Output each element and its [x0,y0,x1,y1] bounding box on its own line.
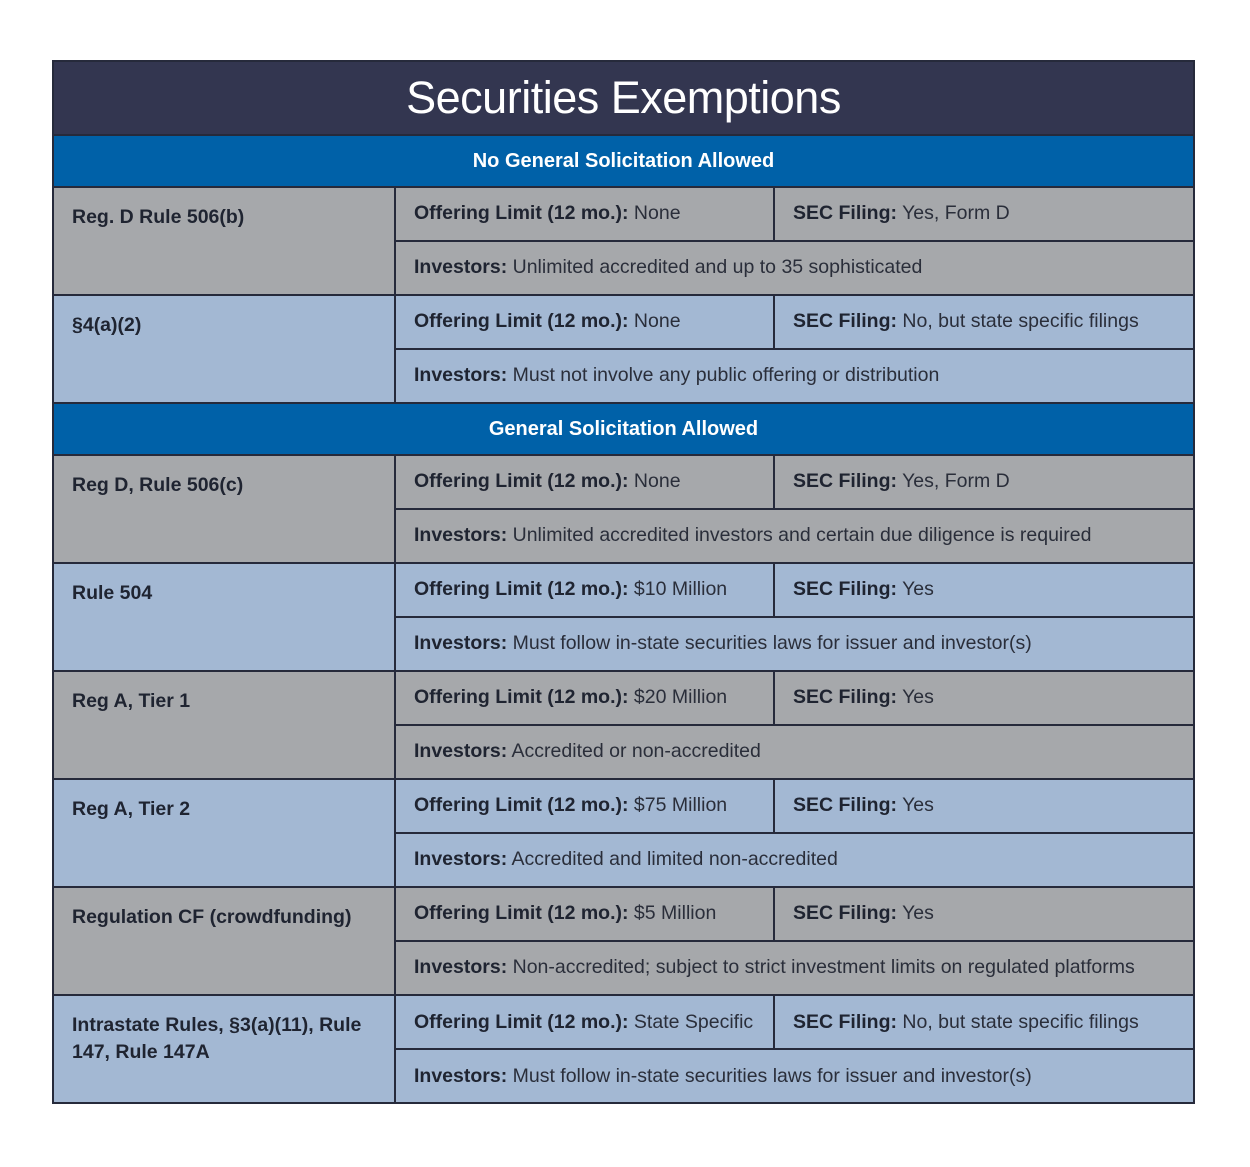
investors-cell [396,1048,1193,1102]
exemption-name: Reg D, Rule 506(c) [54,456,396,562]
offering-limit-value: $75 Million [633,794,728,816]
table-title: Securities Exemptions [54,62,1193,134]
exemption-name: Reg. D Rule 506(b) [54,188,396,294]
sec-filing-value: Yes [902,686,934,708]
table-row [54,778,1193,886]
investors-value: Non-accredited; subject to strict investment limits on regulated platforms [512,956,1135,978]
investors-value: Accredited or non-accredited [511,740,761,762]
investors-label: Investors: [414,1065,508,1087]
sec-filing-label: SEC Filing: [793,794,897,816]
offering-limit-value: None [633,202,681,224]
investors-value: Must follow in-state securities laws for issuer and investor(s) [512,1065,1032,1087]
sec-filing-label: SEC Filing: [793,902,897,924]
offering-limit-cell [396,564,775,616]
sec-filing-cell [775,188,1193,240]
investors-label: Investors: [414,524,508,546]
table-row [54,994,1193,1102]
investors-value: Unlimited accredited investors and certain due diligence is required [512,524,1092,546]
sec-filing-cell [775,780,1193,832]
investors-value: Must follow in-state securities laws for issuer and investor(s) [512,632,1032,654]
offering-limit-value: None [633,310,681,332]
sec-filing-value: Yes [902,794,934,816]
table-row [54,562,1193,670]
offering-limit-cell [396,996,775,1048]
offering-limit-label: Offering Limit (12 mo.): [414,578,629,600]
exemption-name: Rule 504 [54,564,396,670]
investors-label: Investors: [414,848,508,870]
investors-cell [396,940,1193,994]
table-row [54,454,1193,562]
exemption-name: Reg A, Tier 1 [54,672,396,778]
offering-limit-cell [396,188,775,240]
offering-limit-cell [396,456,775,508]
investors-label: Investors: [414,740,508,762]
sec-filing-label: SEC Filing: [793,470,897,492]
investors-cell [396,616,1193,670]
offering-limit-value: $20 Million [633,686,728,708]
investors-value: Must not involve any public offering or distribution [512,364,940,386]
investors-value: Accredited and limited non-accredited [511,848,838,870]
offering-limit-cell [396,672,775,724]
offering-limit-value: $10 Million [633,578,728,600]
offering-limit-label: Offering Limit (12 mo.): [414,1011,629,1033]
investors-label: Investors: [414,956,508,978]
sec-filing-label: SEC Filing: [793,310,897,332]
sec-filing-cell [775,672,1193,724]
sec-filing-value: No, but state specific filings [902,1011,1139,1033]
exemption-name: Intrastate Rules, §3(a)(11), Rule 147, Rule 147A [54,996,396,1102]
exemption-name: Regulation CF (crowdfunding) [54,888,396,994]
exemption-name: §4(a)(2) [54,296,396,402]
offering-limit-label: Offering Limit (12 mo.): [414,794,629,816]
investors-cell [396,348,1193,402]
offering-limit-label: Offering Limit (12 mo.): [414,202,629,224]
table-row [54,294,1193,402]
investors-cell [396,724,1193,778]
sec-filing-value: No, but state specific filings [902,310,1139,332]
offering-limit-label: Offering Limit (12 mo.): [414,310,629,332]
sec-filing-label: SEC Filing: [793,578,897,600]
sec-filing-value: Yes, Form D [902,470,1010,492]
table-row [54,186,1193,294]
offering-limit-value: None [633,470,681,492]
table-row [54,670,1193,778]
offering-limit-label: Offering Limit (12 mo.): [414,686,629,708]
sec-filing-cell [775,888,1193,940]
sec-filing-value: Yes [902,902,934,924]
investors-label: Investors: [414,632,508,654]
investors-cell [396,508,1193,562]
sec-filing-cell [775,564,1193,616]
section-heading-general-solicitation: General Solicitation Allowed [54,402,1193,454]
investors-cell [396,240,1193,294]
section-heading-no-general-solicitation: No General Solicitation Allowed [54,134,1193,186]
offering-limit-value: $5 Million [633,902,717,924]
investors-cell [396,832,1193,886]
sec-filing-label: SEC Filing: [793,1011,897,1033]
table-row [54,886,1193,994]
offering-limit-label: Offering Limit (12 mo.): [414,470,629,492]
offering-limit-cell [396,780,775,832]
investors-value: Unlimited accredited and up to 35 sophisticated [512,256,923,278]
sec-filing-label: SEC Filing: [793,202,897,224]
offering-limit-cell [396,296,775,348]
sec-filing-cell [775,456,1193,508]
investors-label: Investors: [414,256,508,278]
offering-limit-value: State Specific [633,1011,754,1033]
investors-label: Investors: [414,364,508,386]
sec-filing-cell [775,296,1193,348]
offering-limit-label: Offering Limit (12 mo.): [414,902,629,924]
sec-filing-value: Yes, Form D [902,202,1010,224]
sec-filing-cell [775,996,1193,1048]
sec-filing-label: SEC Filing: [793,686,897,708]
offering-limit-cell [396,888,775,940]
securities-exemptions-table [52,60,1195,1104]
sec-filing-value: Yes [902,578,934,600]
exemption-name: Reg A, Tier 2 [54,780,396,886]
